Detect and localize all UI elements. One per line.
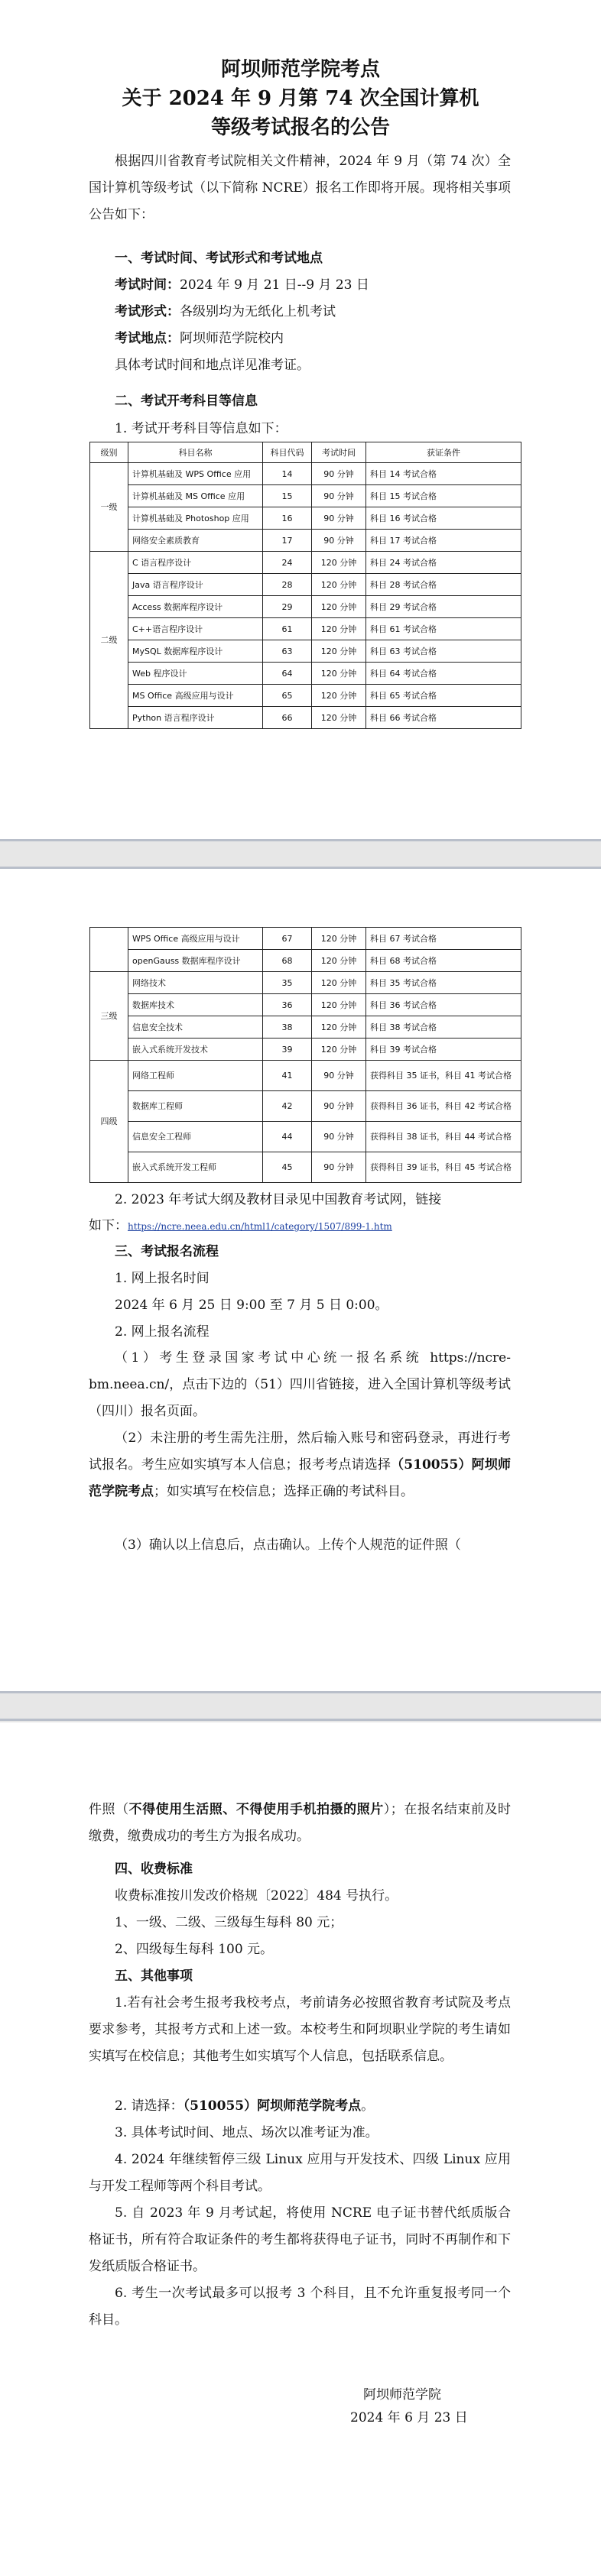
- process-step-3-start: （3）确认以上信息后，点击确认。上传个人规范的证件照（: [115, 1537, 461, 1553]
- subject-duration: 90 分钟: [312, 507, 366, 530]
- table-row: [90, 1061, 521, 1091]
- subject-condition: 科目 15 考试合格: [366, 485, 521, 507]
- subject-condition: 科目 16 考试合格: [366, 507, 521, 530]
- subject-name: 数据库工程师: [128, 1091, 263, 1122]
- subject-condition: 获得科目 36 证书，科目 42 考试合格: [366, 1091, 521, 1122]
- subject-code: 16: [263, 507, 312, 530]
- other-item-5: 5. 自 2023 年 9 月考试起，将使用 NCRE 电子证书替代纸质版合格证书，所有符合取证条件的考生都将获得电子证书，同时不再制作和下发纸质版合格证书。: [89, 2205, 511, 2274]
- table-row: [90, 972, 521, 994]
- subject-name: Java 语言程序设计: [128, 574, 263, 596]
- table-row: [90, 685, 521, 707]
- subject-code: 68: [263, 950, 312, 972]
- title-line-3: 等级考试报名的公告: [210, 116, 390, 139]
- subject-code: 61: [263, 618, 312, 640]
- section3-heading: 三、考试报名流程: [115, 1244, 219, 1259]
- exam-form: 考试形式：各级别均为无纸化上机考试: [115, 304, 336, 319]
- other-item-2: 2. 请选择：（510055）阿坝师范学院考点。: [115, 2098, 375, 2114]
- subject-duration: 120 分钟: [312, 950, 366, 972]
- subject-name: 计算机基础及 MS Office 应用: [128, 485, 263, 507]
- subject-duration: 90 分钟: [312, 1091, 366, 1122]
- subject-duration: 120 分钟: [312, 994, 366, 1016]
- subject-name: 嵌入式系统开发工程师: [128, 1152, 263, 1183]
- table-row: [90, 1039, 521, 1061]
- subject-name: Access 数据库程序设计: [128, 596, 263, 618]
- table-row: [90, 507, 521, 530]
- page-separator: [0, 1691, 601, 1721]
- header-code: 科目代码: [263, 442, 312, 463]
- subject-duration: 120 分钟: [312, 928, 366, 950]
- table-row: [90, 596, 521, 618]
- subject-name: 信息安全工程师: [128, 1122, 263, 1152]
- subject-condition: 科目 38 考试合格: [366, 1016, 521, 1039]
- table-row: [90, 950, 521, 972]
- table-row: [90, 530, 521, 552]
- exam-time: 考试时间：2024 年 9 月 21 日--9 月 23 日: [115, 277, 369, 293]
- subject-condition: 科目 14 考试合格: [366, 463, 521, 485]
- subject-duration: 90 分钟: [312, 463, 366, 485]
- subject-code: 36: [263, 994, 312, 1016]
- subject-name: 嵌入式系统开发技术: [128, 1039, 263, 1061]
- subject-duration: 120 分钟: [312, 552, 366, 574]
- subject-condition: 获得科目 35 证书，科目 41 考试合格: [366, 1061, 521, 1091]
- subject-code: 64: [263, 663, 312, 685]
- syllabus-link[interactable]: https://ncre.neea.edu.cn/html1/category/1507/899-1.htm: [128, 1221, 392, 1232]
- subjects-table: [89, 442, 521, 729]
- process-step-1: （1）考生登录国家考试中心统一报名系统 https://ncre-bm.neea.cn/，点击下边的（51）四川省链接，进入全国计算机等级考试（四川）报名页面。: [89, 1350, 511, 1419]
- subject-code: 35: [263, 972, 312, 994]
- table-row: [90, 640, 521, 663]
- subject-condition: 科目 28 考试合格: [366, 574, 521, 596]
- subject-duration: 90 分钟: [312, 485, 366, 507]
- table-row: [90, 1152, 521, 1183]
- subject-duration: 90 分钟: [312, 1152, 366, 1183]
- subject-condition: 科目 29 考试合格: [366, 596, 521, 618]
- subject-name: C 语言程序设计: [128, 552, 263, 574]
- header-level: 级别: [90, 442, 128, 463]
- subject-name: 网络工程师: [128, 1061, 263, 1091]
- subject-duration: 120 分钟: [312, 663, 366, 685]
- subject-condition: 科目 65 考试合格: [366, 685, 521, 707]
- page-separator: [0, 839, 601, 869]
- document-page-1: [0, 0, 601, 839]
- table-row: [90, 485, 521, 507]
- subject-code: 65: [263, 685, 312, 707]
- subject-condition: 科目 24 考试合格: [366, 552, 521, 574]
- subject-condition: 科目 17 考试合格: [366, 530, 521, 552]
- table-row: [90, 663, 521, 685]
- subject-code: 39: [263, 1039, 312, 1061]
- subject-condition: 科目 39 考试合格: [366, 1039, 521, 1061]
- table-row: [90, 574, 521, 596]
- table-row: [90, 552, 521, 574]
- signature-org: 阿坝师范学院: [363, 2387, 441, 2403]
- subjects-table-continued: [89, 927, 521, 1183]
- syllabus-link-line: 如下：https://ncre.neea.edu.cn/html1/category/1507/899-1.htm: [89, 1218, 392, 1233]
- subject-code: 17: [263, 530, 312, 552]
- subject-code: 66: [263, 707, 312, 729]
- syllabus-note: 2. 2023 年考试大纲及教材目录见中国教育考试网，链接: [115, 1192, 442, 1207]
- subject-condition: 科目 66 考试合格: [366, 707, 521, 729]
- subject-condition: 获得科目 39 证书，科目 45 考试合格: [366, 1152, 521, 1183]
- section2-heading: 二、考试开考科目等信息: [115, 394, 258, 409]
- document-page-2: [0, 869, 601, 1691]
- subject-name: Python 语言程序设计: [128, 707, 263, 729]
- fee-levels-1-3: 1、一级、二级、三级每生每科 80 元；: [115, 1915, 343, 1930]
- subject-code: 15: [263, 485, 312, 507]
- subject-condition: 科目 67 考试合格: [366, 928, 521, 950]
- online-process-heading: 2. 网上报名流程: [115, 1324, 210, 1340]
- table-row: [90, 463, 521, 485]
- subject-condition: 科目 64 考试合格: [366, 663, 521, 685]
- table-row: [90, 1016, 521, 1039]
- level-cell: 一级: [90, 463, 128, 552]
- subject-code: 14: [263, 463, 312, 485]
- subject-name: 网络安全素质教育: [128, 530, 263, 552]
- subject-code: 67: [263, 928, 312, 950]
- subject-name: MySQL 数据库程序设计: [128, 640, 263, 663]
- level-cell: 三级: [90, 972, 128, 1061]
- signature-date: 2024 年 6 月 23 日: [350, 2410, 468, 2425]
- subject-duration: 90 分钟: [312, 1122, 366, 1152]
- subject-condition: 科目 68 考试合格: [366, 950, 521, 972]
- level-cell: 四级: [90, 1061, 128, 1183]
- subject-condition: 获得科目 38 证书，科目 44 考试合格: [366, 1122, 521, 1152]
- subject-name: 信息安全技术: [128, 1016, 263, 1039]
- table-row: [90, 618, 521, 640]
- subject-duration: 120 分钟: [312, 1016, 366, 1039]
- subjects-intro: 1. 考试开考科目等信息如下：: [115, 421, 288, 436]
- subject-duration: 120 分钟: [312, 972, 366, 994]
- subject-duration: 120 分钟: [312, 618, 366, 640]
- section4-heading: 四、收费标准: [115, 1862, 193, 1877]
- subject-duration: 90 分钟: [312, 530, 366, 552]
- section1-heading: 一、考试时间、考试形式和考试地点: [115, 251, 323, 266]
- other-item-3: 3. 具体考试时间、地点、场次以准考证为准。: [115, 2125, 378, 2140]
- subject-duration: 120 分钟: [312, 574, 366, 596]
- subject-duration: 120 分钟: [312, 707, 366, 729]
- intro-paragraph: 根据四川省教育考试院相关文件精神，2024 年 9 月（第 74 次）全国计算机等级考试（以下简称 NCRE）报名工作即将开展。现将相关事项公告如下：: [89, 154, 511, 222]
- subject-duration: 120 分钟: [312, 596, 366, 618]
- table-row: [90, 928, 521, 950]
- online-time-heading: 1. 网上报名时间: [115, 1271, 210, 1286]
- subject-name: 计算机基础及 Photoshop 应用: [128, 507, 263, 530]
- subject-code: 63: [263, 640, 312, 663]
- level-cell-continued: [90, 928, 128, 972]
- subject-code: 28: [263, 574, 312, 596]
- other-item-1: 1.若有社会考生报考我校考点，考前请务必按照省教育考试院及考点要求参考，其报考方式和上述一致。本校考生和阿坝职业学院的考生请如实填写在校信息；其他考生如实填写个人信息，包括联系信息。: [89, 1995, 511, 2064]
- subject-condition: 科目 35 考试合格: [366, 972, 521, 994]
- subject-name: WPS Office 高级应用与设计: [128, 928, 263, 950]
- subject-code: 29: [263, 596, 312, 618]
- subject-duration: 90 分钟: [312, 1061, 366, 1091]
- subject-code: 42: [263, 1091, 312, 1122]
- subject-name: openGauss 数据库程序设计: [128, 950, 263, 972]
- other-item-6: 6. 考生一次考试最多可以报考 3 个科目，且不允许重复报考同一个科目。: [89, 2286, 511, 2328]
- process-step-3-continued: 件照（不得使用生活照、不得使用手机拍摄的照片）；在报名结束前及时缴费，缴费成功的考生方为报名成功。: [89, 1802, 512, 1844]
- subject-condition: 科目 63 考试合格: [366, 640, 521, 663]
- header-duration: 考试时间: [312, 442, 366, 463]
- fee-level-4: 2、四级每生每科 100 元。: [115, 1942, 274, 1957]
- table-row: [90, 707, 521, 729]
- subject-duration: 120 分钟: [312, 640, 366, 663]
- title-line-1: 阿坝师范学院考点: [220, 58, 380, 81]
- subject-name: MS Office 高级应用与设计: [128, 685, 263, 707]
- subject-name: C++语言程序设计: [128, 618, 263, 640]
- subject-code: 24: [263, 552, 312, 574]
- process-step-2: （2）未注册的考生需先注册，然后输入账号和密码登录，再进行考试报名。考生应如实填写本人信息；报考考点请选择（510055）阿坝师范学院考点；如实填写在校信息；选择正确的考试科目。: [89, 1431, 511, 1499]
- header-subject: 科目名称: [128, 442, 263, 463]
- level-cell: 二级: [90, 552, 128, 729]
- fee-standard: 收费标准按川发改价格规〔2022〕484 号执行。: [115, 1888, 398, 1904]
- online-time-value: 2024 年 6 月 25 日 9:00 至 7 月 5 日 0:00。: [115, 1298, 388, 1313]
- subject-condition: 科目 61 考试合格: [366, 618, 521, 640]
- subject-code: 45: [263, 1152, 312, 1183]
- subject-condition: 科目 36 考试合格: [366, 994, 521, 1016]
- table-header-row: [90, 442, 521, 463]
- subject-duration: 120 分钟: [312, 1039, 366, 1061]
- other-item-4: 4. 2024 年继续暂停三级 Linux 应用与开发技术、四级 Linux 应用与开发工程师等两个科目考试。: [89, 2152, 511, 2194]
- subject-name: 数据库技术: [128, 994, 263, 1016]
- subject-duration: 120 分钟: [312, 685, 366, 707]
- subject-name: Web 程序设计: [128, 663, 263, 685]
- exam-place: 考试地点：阿坝师范学院校内: [115, 331, 284, 346]
- table-row: [90, 994, 521, 1016]
- table-row: [90, 1091, 521, 1122]
- subject-code: 44: [263, 1122, 312, 1152]
- title-line-2: 关于 2024 年 9 月第 74 次全国计算机: [122, 87, 479, 110]
- subject-code: 38: [263, 1016, 312, 1039]
- subject-name: 网络技术: [128, 972, 263, 994]
- section5-heading: 五、其他事项: [115, 1968, 193, 1984]
- document-page-3: [0, 1722, 601, 2576]
- exam-note: 具体考试时间和地点详见准考证。: [115, 358, 310, 373]
- subject-name: 计算机基础及 WPS Office 应用: [128, 463, 263, 485]
- subject-code: 41: [263, 1061, 312, 1091]
- header-condition: 获证条件: [366, 442, 521, 463]
- table-row: [90, 1122, 521, 1152]
